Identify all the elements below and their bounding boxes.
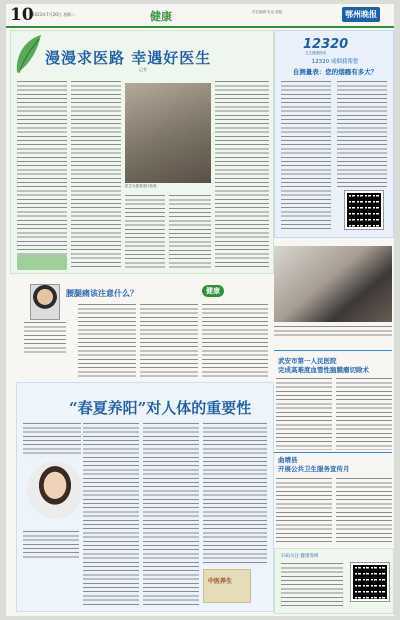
article-footer-banner (17, 255, 67, 270)
article-body-col1 (78, 302, 136, 378)
article-body-col3 (125, 193, 165, 269)
qr-code-icon (345, 191, 383, 229)
ad-text: 扫码关注 健康鄂州 (281, 554, 319, 559)
article-intro (23, 421, 81, 457)
news-headline-2a: 曲靖县 (278, 456, 298, 464)
sidebar-subheadline: 自测量表：您的烟瘾有多大？ (292, 68, 378, 76)
author-portrait (27, 461, 83, 519)
news-headline-1a: 武安市第一人民医院 (278, 357, 337, 365)
hotline-logo: 12320 (303, 37, 349, 52)
article-title: 腰腿痛该注意什么？ (66, 289, 138, 298)
hotline-logo-sub: 卫生健康热线 (305, 51, 326, 55)
news-body-2a (276, 476, 332, 544)
ad-body (281, 561, 343, 607)
doctor-portrait (30, 284, 60, 320)
author-caption (23, 529, 79, 559)
news-body-1a (276, 376, 332, 450)
article-body-col1 (83, 421, 139, 605)
news-headline-1b: 完成高难度血管性脑膜瘤切除术 (278, 366, 369, 374)
divider (274, 452, 392, 453)
article-body-col3 (203, 421, 267, 565)
news-photo (274, 246, 392, 322)
news-body-2b (336, 476, 392, 544)
sidebar-body-col2 (337, 79, 387, 187)
qr-code-icon (351, 563, 389, 601)
article-spring-summer (16, 382, 274, 612)
article-title: 漫漫求医路 幸遇好医生 (45, 49, 212, 67)
article-body-col5 (215, 79, 269, 269)
page-header (6, 4, 394, 28)
header-info: 责任编辑 电话 邮箱 (252, 10, 283, 14)
doctor-caption (24, 320, 66, 356)
divider (274, 350, 392, 351)
sidebar-12320 (274, 30, 394, 238)
news-photo-caption (274, 324, 392, 336)
highlight-box (203, 569, 251, 603)
news-body-1b (336, 376, 392, 450)
section-badge: 健康 (202, 285, 224, 297)
article-body-col1 (17, 79, 67, 255)
masthead-logo: 鄂州晚报 (342, 7, 380, 22)
sidebar-headline: 12320 戒烟我帮您 (311, 59, 359, 65)
article-main (10, 30, 274, 274)
newspaper-page (6, 4, 394, 616)
section-title: 健康 (150, 10, 172, 23)
bottom-ad (274, 548, 394, 614)
article-body-col2 (143, 421, 199, 605)
page-date: 2023年7月20日 星期二 (32, 12, 76, 17)
article-title: “春夏养阳”对人体的重要性 (69, 399, 252, 417)
article-body-col3 (202, 302, 268, 378)
leaf-decoration-icon (13, 33, 43, 77)
article-body-col2 (140, 302, 198, 378)
highlight-box-text: 中医养生 (208, 578, 233, 585)
photo-caption: 医生为患者进行检查 (125, 184, 157, 188)
article-byline: 记者 (139, 67, 147, 72)
article-body-col2 (71, 79, 121, 267)
page-number: 10 (10, 5, 34, 25)
article-body-col4 (169, 193, 211, 269)
sidebar-body-col1 (281, 79, 331, 231)
news-headline-2b: 开展公共卫生服务宣传月 (278, 465, 350, 473)
article-photo (125, 83, 211, 183)
article-waist (16, 280, 270, 380)
